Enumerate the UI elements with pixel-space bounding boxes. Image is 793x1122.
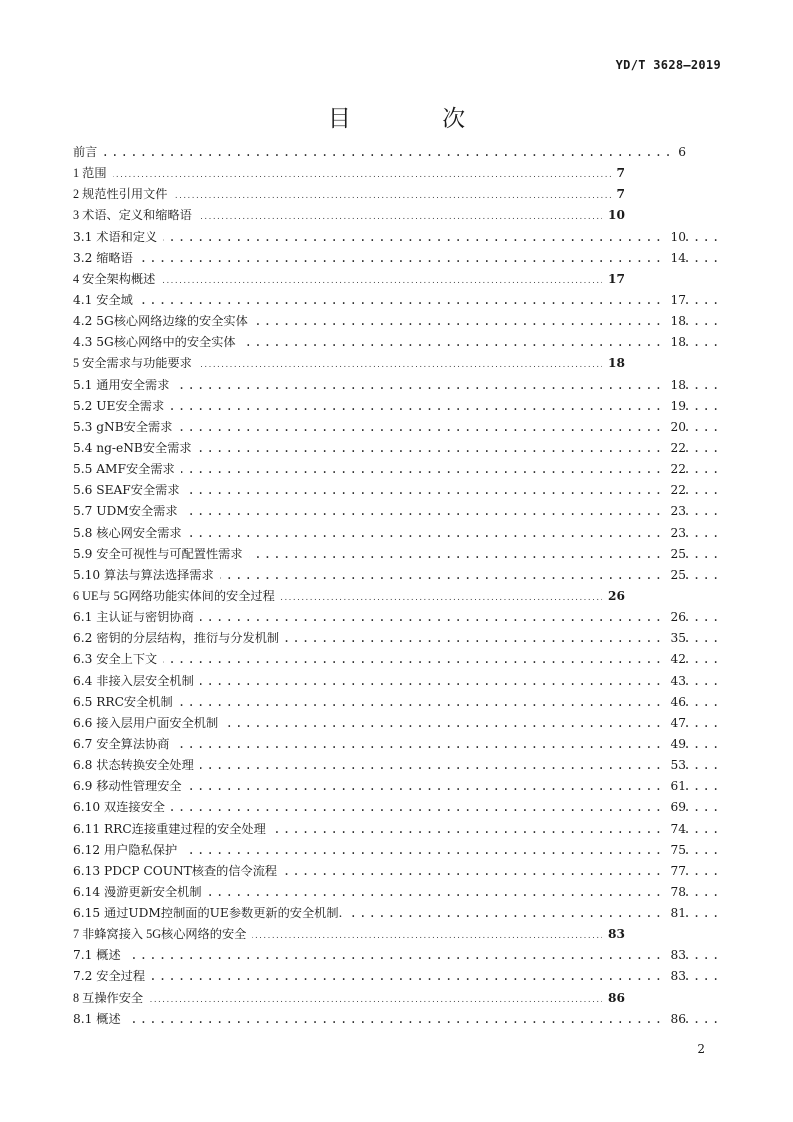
toc-entry[interactable] (73, 776, 723, 797)
toc-entry[interactable] (73, 544, 723, 565)
toc-entry-page: 83 (664, 966, 686, 987)
toc-entry[interactable] (73, 227, 723, 248)
toc-entry-page: 35 (664, 628, 686, 649)
toc-entry[interactable] (73, 755, 723, 776)
toc-entry-page: 26 (602, 586, 625, 607)
toc-entry[interactable] (73, 882, 723, 903)
toc-entry-page: 49 (664, 734, 686, 755)
dot-leader (73, 142, 673, 163)
toc-entry-label: 3 术语、定义和缩略语 (73, 208, 198, 222)
toc-entry-page: 22 (664, 438, 686, 459)
toc-entry-label: 4.3 5G核心网络中的安全实体 (73, 335, 242, 349)
toc-entry-page: 18 (602, 353, 625, 374)
toc-entry-page: 77 (664, 861, 686, 882)
toc-entry-label: 前言 (73, 145, 103, 159)
toc-entry-label: 6.14 漫游更新安全机制 (73, 885, 208, 899)
toc-entry-label: 5.9 安全可视性与可配置性需求 (73, 547, 249, 561)
toc-entry[interactable] (73, 734, 723, 755)
toc-entry[interactable] (73, 692, 723, 713)
toc-entry[interactable] (73, 819, 723, 840)
toc-entry-label: 5.4 ng-eNB安全需求 (73, 441, 198, 455)
toc-entry-page: 7 (611, 184, 625, 205)
toc-entry-label: 6.1 主认证与密钥协商 (73, 610, 200, 624)
toc-entry[interactable] (73, 417, 723, 438)
toc-entry[interactable] (73, 671, 723, 692)
toc-entry-label: 5.1 通用安全需求 (73, 378, 175, 392)
toc-entry[interactable] (73, 945, 723, 966)
toc-entry[interactable] (73, 480, 723, 501)
toc-entry-page: 18 (664, 311, 686, 332)
toc-entry[interactable] (73, 565, 723, 586)
toc-entry[interactable] (73, 375, 723, 396)
toc-entry-label: 6.2 密钥的分层结构，推衍与分发机制 (73, 631, 285, 645)
toc-entry-label: 6.8 状态转换安全处理 (73, 758, 200, 772)
toc-entry[interactable] (73, 396, 723, 417)
toc-entry-label: 6.4 非接入层安全机制 (73, 674, 200, 688)
toc-entry[interactable] (73, 184, 723, 205)
dot-leader (73, 1009, 723, 1030)
toc-entry-label: 5 安全需求与功能要求 (73, 356, 198, 370)
toc-entry-page: 75 (664, 840, 686, 861)
toc-entry-page: 6 (672, 142, 686, 163)
toc-entry[interactable] (73, 332, 723, 353)
toc-entry-page: 86 (664, 1009, 686, 1030)
toc-entry[interactable] (73, 163, 723, 184)
toc-entry[interactable] (73, 523, 723, 544)
toc-entry[interactable] (73, 269, 723, 290)
toc-entry-page: 53 (664, 755, 686, 776)
toc-entry-page: 17 (664, 290, 686, 311)
toc-entry-label: 5.7 UDM安全需求 (73, 504, 184, 518)
toc-entry-page: 22 (664, 459, 686, 480)
dot-leader (73, 649, 723, 670)
toc-entry[interactable] (73, 586, 723, 607)
toc-entry-label: 4 安全架构概述 (73, 272, 161, 286)
toc-entry-page: 18 (664, 375, 686, 396)
toc-entry-label: 6.5 RRC安全机制 (73, 695, 179, 709)
toc-entry-page: 42 (664, 649, 686, 670)
toc-entry[interactable] (73, 438, 723, 459)
toc-entry-page: 47 (664, 713, 686, 734)
toc-entry[interactable] (73, 353, 723, 374)
toc-entry-label: 3.1 术语和定义 (73, 230, 163, 244)
toc-entry-page: 83 (664, 945, 686, 966)
toc-entry-label: 5.5 AMF安全需求 (73, 462, 181, 476)
dot-leader (73, 945, 723, 966)
toc-entry-label: 7.2 安全过程 (73, 969, 151, 983)
toc-entry-page: 46 (664, 692, 686, 713)
toc-entry-label: 6.7 安全算法协商 (73, 737, 175, 751)
toc-entry[interactable] (73, 713, 723, 734)
page-number: 2 (697, 1042, 705, 1056)
table-of-contents (73, 142, 723, 1030)
toc-entry-page: 74 (664, 819, 686, 840)
toc-entry-label: 5.3 gNB安全需求 (73, 420, 178, 434)
toc-entry-page: 43 (664, 671, 686, 692)
toc-entry-page: 22 (664, 480, 686, 501)
toc-entry[interactable] (73, 903, 723, 924)
toc-entry-label: 2 规范性引用文件 (73, 187, 173, 201)
toc-entry-page: 25 (664, 544, 686, 565)
toc-entry-label: 4.2 5G核心网络边缘的安全实体 (73, 314, 254, 328)
toc-entry[interactable] (73, 205, 723, 226)
toc-entry[interactable] (73, 311, 723, 332)
toc-entry-page: 86 (602, 988, 625, 1009)
toc-title: 目 次 (327, 106, 508, 132)
toc-entry-label: 5.6 SEAF安全需求 (73, 483, 186, 497)
toc-entry-label: 6.13 PDCP COUNT核查的信令流程 (73, 864, 283, 878)
toc-entry-label: 4.1 安全域 (73, 293, 139, 307)
toc-entry-label: 6.6 接入层用户面安全机制 (73, 716, 224, 730)
toc-entry-page: 81 (664, 903, 686, 924)
toc-entry-label: 1 范围 (73, 166, 113, 180)
toc-entry[interactable] (73, 966, 723, 987)
toc-entry-label: 5.2 UE安全需求 (73, 399, 170, 413)
toc-entry[interactable] (73, 607, 723, 628)
toc-entry-label: 6 UE与 5G网络功能实体间的安全过程 (73, 589, 281, 603)
document-code: YD/T 3628—2019 (615, 58, 721, 72)
toc-entry-label: 5.8 核心网安全需求 (73, 526, 188, 540)
toc-entry[interactable] (73, 924, 723, 945)
toc-entry[interactable] (73, 459, 723, 480)
toc-entry-page: 23 (664, 523, 686, 544)
toc-entry-label: 6.3 安全上下文 (73, 652, 163, 666)
dot-leader (73, 163, 613, 184)
toc-entry-page: 78 (664, 882, 686, 903)
dot-leader (73, 966, 723, 987)
toc-entry-page: 10 (602, 205, 625, 226)
toc-entry-page: 14 (664, 248, 686, 269)
dot-leader (73, 227, 723, 248)
toc-entry[interactable] (73, 649, 723, 670)
toc-entry-page: 7 (611, 163, 625, 184)
toc-entry-label: 7 非蜂窝接入 5G核心网络的安全 (73, 927, 252, 941)
toc-entry-label: 5.10 算法与算法选择需求 (73, 568, 220, 582)
dot-leader (73, 988, 613, 1009)
toc-entry[interactable] (73, 248, 723, 269)
toc-entry[interactable] (73, 840, 723, 861)
toc-entry[interactable] (73, 628, 723, 649)
toc-entry-page: 23 (664, 501, 686, 522)
toc-entry-label: 6.10 双连接安全 (73, 800, 171, 814)
toc-entry-page: 61 (664, 776, 686, 797)
toc-entry[interactable] (73, 501, 723, 522)
toc-entry-page: 17 (602, 269, 625, 290)
toc-entry-label: 6.9 移动性管理安全 (73, 779, 188, 793)
toc-entry[interactable] (73, 1009, 723, 1030)
dot-leader (73, 396, 723, 417)
toc-entry-page: 18 (664, 332, 686, 353)
toc-entry[interactable] (73, 861, 723, 882)
toc-entry[interactable] (73, 142, 723, 163)
toc-entry-label: 8 互操作安全 (73, 991, 149, 1005)
dot-leader (73, 290, 723, 311)
toc-entry-label: 7.1 概述 (73, 948, 127, 962)
toc-entry-page: 10 (664, 227, 686, 248)
toc-entry[interactable] (73, 988, 723, 1009)
toc-entry-page: 20 (664, 417, 686, 438)
toc-entry-label: 3.2 缩略语 (73, 251, 139, 265)
toc-entry[interactable] (73, 290, 723, 311)
toc-entry-page: 69 (664, 797, 686, 818)
toc-entry[interactable] (73, 797, 723, 818)
toc-entry-page: 25 (664, 565, 686, 586)
dot-leader (73, 248, 723, 269)
toc-entry-label: 6.12 用户隐私保护 (73, 843, 183, 857)
toc-entry-page: 83 (602, 924, 625, 945)
toc-entry-label: 8.1 概述 (73, 1012, 127, 1026)
toc-entry-page: 26 (664, 607, 686, 628)
toc-entry-label: 6.11 RRC连接重建过程的安全处理 (73, 822, 272, 836)
toc-entry-label: 6.15 通过UDM控制面的UE参数更新的安全机制. (73, 906, 348, 920)
toc-entry-page: 19 (664, 396, 686, 417)
